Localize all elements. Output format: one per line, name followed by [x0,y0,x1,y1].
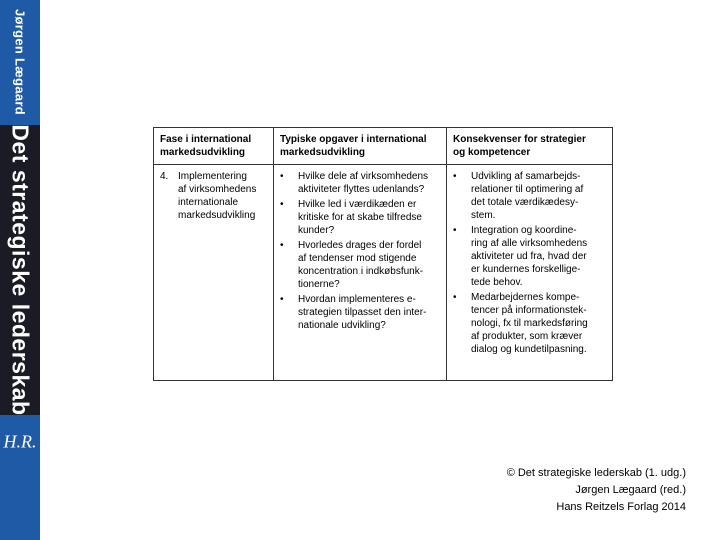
list-item [453,291,606,356]
bullet-icon: • [280,171,284,182]
cell-phase [154,165,274,381]
table-header-row [154,128,613,165]
strategy-table [153,127,613,381]
header-phase-text: Fase i international markedsudvikling [160,134,252,158]
consequence-text: Integration og koordine- ring af alle virksomhedens aktiviteter ud fra, hvad der er kundernes forskellige- tede behov. [471,225,588,288]
bullet-icon: • [453,292,457,303]
bullet-icon: • [280,240,284,251]
phase-item [160,170,267,222]
publisher-logo-text: H.R. [3,431,37,452]
book-spine [0,0,40,540]
list-item [280,198,440,237]
header-phase [154,128,274,165]
task-text: Hvilke dele af virksomhedens aktiviteter flyttes udenlands? [298,171,429,195]
list-item [453,170,606,222]
header-consequences-text: Konsekvenser for strategier og kompetencer [453,134,586,158]
list-item [280,170,440,196]
spine-title-band [0,125,40,415]
copyright-block [507,465,686,516]
copyright-line-2: Jørgen Lægaard (red.) [575,484,686,496]
task-text: Hvordan implementeres e- strategien tilpasset den inter- nationale udvikling? [298,294,427,331]
phase-text: Implementering af virksomhedens internationale markedsudvikling [178,171,257,221]
list-item [280,293,440,332]
header-tasks [274,128,447,165]
spine-author-text: Jørgen Lægaard [12,8,28,116]
table-row [154,165,613,381]
consequence-text: Udvikling af samarbejds- relationer til optimering af det totale værdikædesy- stem. [471,171,584,221]
copyright-line-3: Hans Reitzels Forlag 2014 [556,501,686,513]
cell-tasks [274,165,447,381]
list-item [453,224,606,289]
list-item [280,239,440,291]
task-text: Hvorledes drages der fordel af tendenser mod stigende koncentration i indkøbsfunk- tionerne? [298,240,424,290]
consequences-list [453,170,606,356]
bullet-icon: • [280,199,284,210]
spine-author [0,0,40,118]
consequence-text: Medarbejdernes kompe- tencer på informationstek- nologi, fx til markedsføring af produkter, som kræver dialog og kundetilpasning. [471,292,588,355]
spine-title-text: Det strategiske lederskab [7,124,34,416]
bullet-icon: • [453,225,457,236]
copyright-line-1: © Det strategiske lederskab (1. udg.) [506,467,686,479]
header-tasks-text: Typiske opgaver i international markedsudvikling [280,134,427,158]
cell-consequences [447,165,613,381]
task-text: Hvilke led i værdikæden er kritiske for at skabe tilfredse kunder? [298,199,422,236]
publisher-logo [0,428,40,456]
bullet-icon: • [453,171,457,182]
bullet-icon: • [280,294,284,305]
phase-number: 4. [160,171,169,182]
header-consequences [447,128,613,165]
tasks-list [280,170,440,332]
